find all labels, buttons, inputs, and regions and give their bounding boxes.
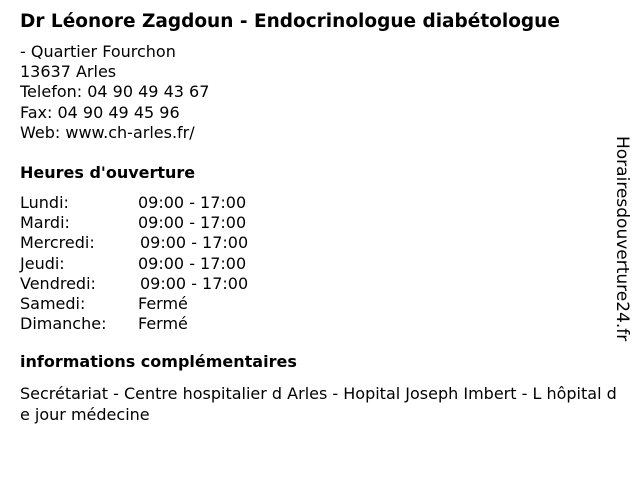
address-city: 13637 Arles xyxy=(20,62,117,82)
day-label: Mercredi: xyxy=(20,233,95,253)
day-label: Samedi: xyxy=(20,293,86,313)
time-value: Fermé xyxy=(138,293,188,313)
phone-number: Telefon: 04 90 49 43 67 xyxy=(20,82,210,102)
day-label: Mardi: xyxy=(20,213,70,233)
time-value: 09:00 - 17:00 xyxy=(138,193,247,213)
hours-row-saturday xyxy=(20,294,610,314)
hours-row-monday xyxy=(20,193,610,213)
info-text: Secrétariat - Centre hospitalier d Arles - Hopital Joseph Imbert - L hôpital de jour médecine xyxy=(20,384,617,424)
opening-hours-list xyxy=(20,193,610,334)
hours-row-thursday xyxy=(20,254,610,274)
site-watermark: Horairesdouverture24.fr xyxy=(612,136,632,342)
time-value: Fermé xyxy=(138,314,188,334)
page-title: Dr Léonore Zagdoun - Endocrinologue diabétologue xyxy=(20,11,560,32)
day-label: Lundi: xyxy=(20,193,69,213)
hours-row-tuesday xyxy=(20,213,610,233)
time-value: 09:00 - 17:00 xyxy=(140,233,249,253)
hours-row-sunday xyxy=(20,314,610,334)
website: Web: www.ch-arles.fr/ xyxy=(20,122,195,142)
fax-number: Fax: 04 90 49 45 96 xyxy=(20,102,180,122)
hours-row-friday xyxy=(20,274,610,294)
hours-row-wednesday xyxy=(20,233,610,253)
time-value: 09:00 - 17:00 xyxy=(138,213,247,233)
day-label: Vendredi: xyxy=(20,273,96,293)
hours-heading: Heures d'ouverture xyxy=(20,163,196,183)
time-value: 09:00 - 17:00 xyxy=(138,253,247,273)
listing-page xyxy=(20,9,617,425)
day-label: Dimanche: xyxy=(20,314,107,334)
day-label: Jeudi: xyxy=(20,253,65,273)
address-street: - Quartier Fourchon xyxy=(20,42,176,61)
address-block xyxy=(20,42,610,143)
time-value: 09:00 - 17:00 xyxy=(140,273,249,293)
info-heading: informations complémentaires xyxy=(20,352,297,372)
